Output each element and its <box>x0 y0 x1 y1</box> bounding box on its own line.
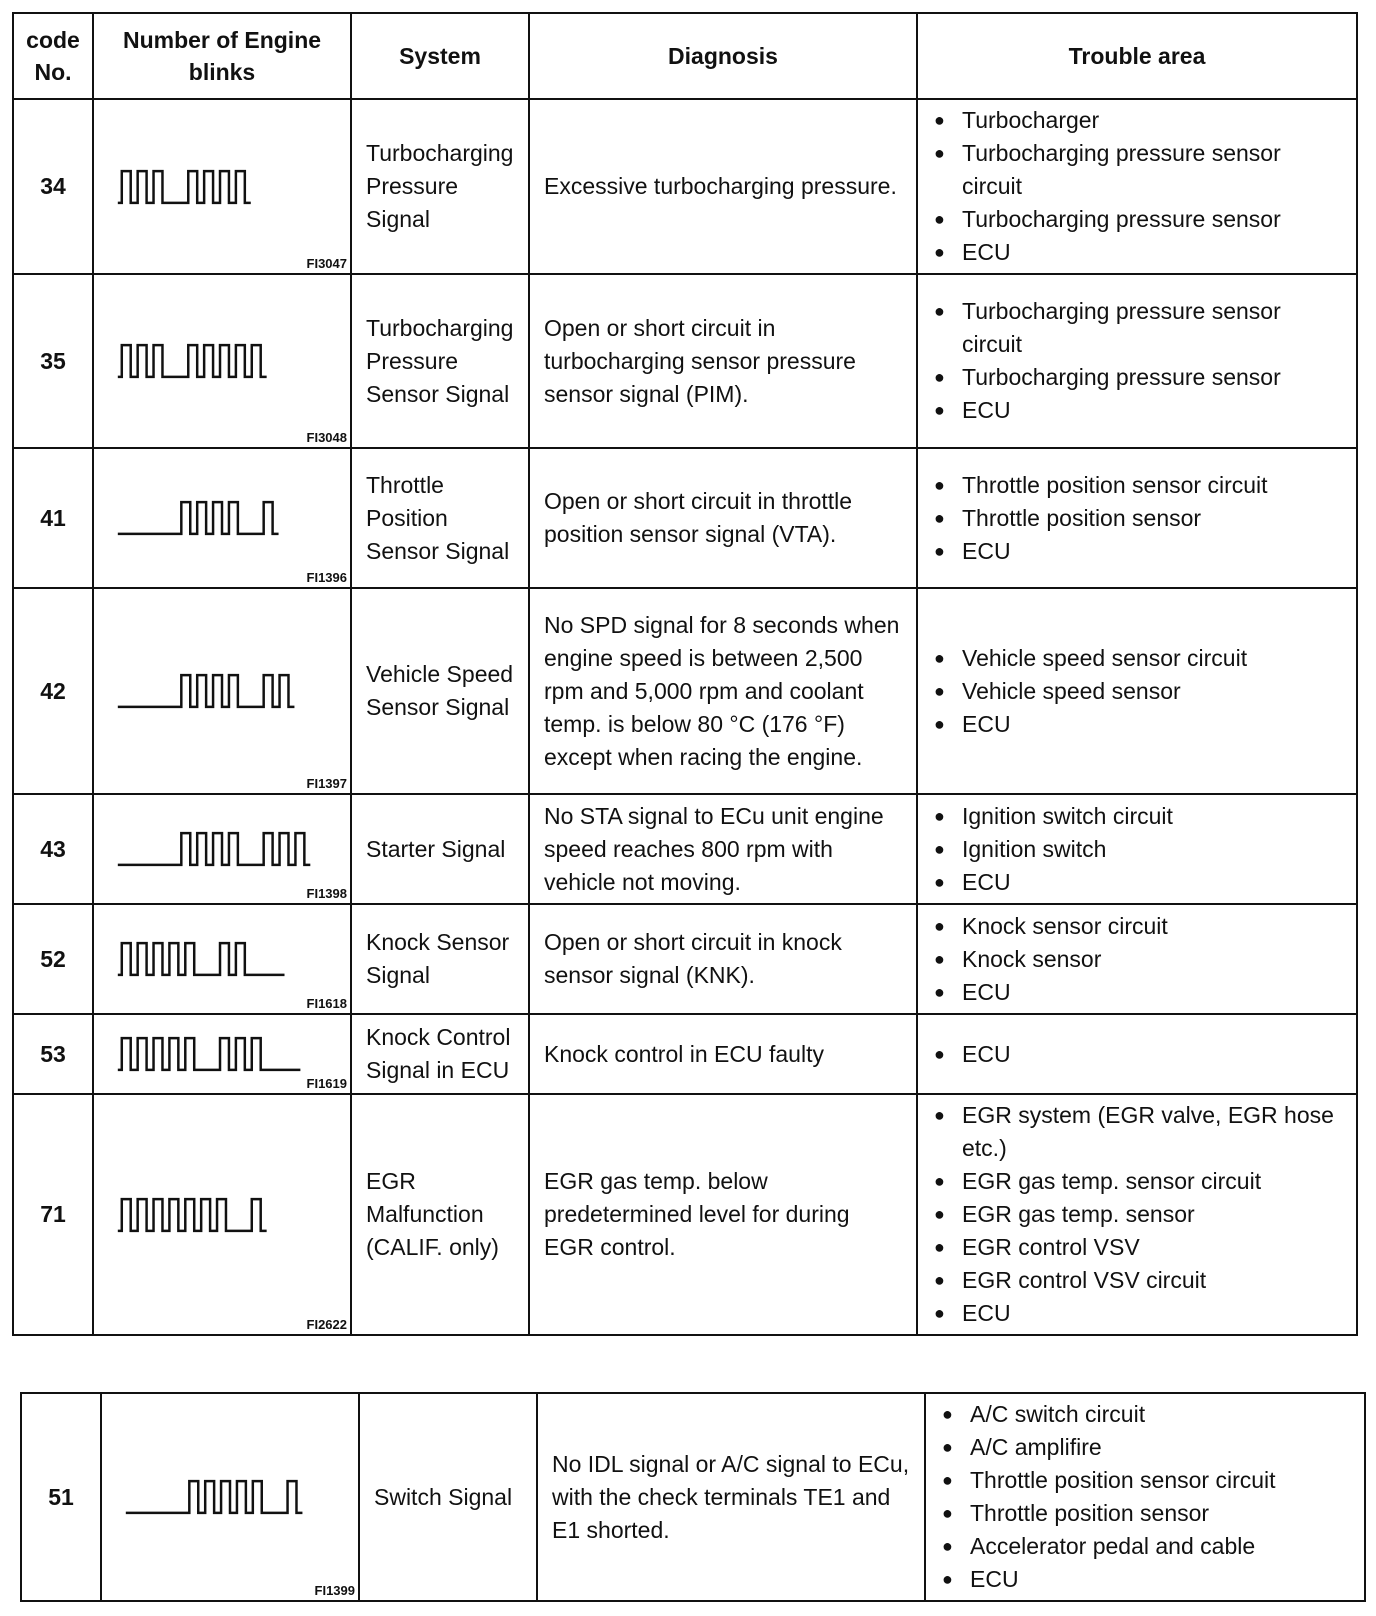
trouble-area <box>917 1014 1357 1094</box>
trouble-list <box>934 800 1346 899</box>
blink-pattern-cell <box>93 1014 351 1094</box>
figure-id: FI1398 <box>306 886 347 901</box>
code-number: 42 <box>13 588 93 794</box>
diagnosis-text: No STA signal to ECu unit engine speed reaches 800 rpm with vehicle not moving. <box>529 794 917 904</box>
trouble-item: ● Throttle position sensor circuit <box>942 1464 1354 1497</box>
code-number: 34 <box>13 99 93 274</box>
figure-id: FI3048 <box>306 430 347 445</box>
trouble-area <box>917 99 1357 274</box>
system-name: Switch Signal <box>359 1393 537 1601</box>
trouble-list <box>934 1099 1346 1330</box>
waveform-line <box>118 1199 267 1231</box>
table-row <box>13 448 1357 588</box>
figure-id: FI1396 <box>306 570 347 585</box>
trouble-item: ● ECU <box>934 236 1346 269</box>
trouble-area <box>917 904 1357 1014</box>
table-row <box>13 794 1357 904</box>
diagnosis-text: Excessive turbocharging pressure. <box>529 99 917 274</box>
waveform-line <box>118 345 267 377</box>
system-name: EGR Malfunction (CALIF. only) <box>351 1094 529 1335</box>
figure-id: FI1619 <box>306 1076 347 1091</box>
trouble-item: ● ECU <box>934 535 1346 568</box>
trouble-item: ● EGR gas temp. sensor <box>934 1198 1346 1231</box>
trouble-item: ● A/C switch circuit <box>942 1398 1354 1431</box>
system-name: Turbocharging Pressure Sensor Signal <box>351 274 529 448</box>
blink-pattern-cell <box>93 274 351 448</box>
waveform-line <box>118 171 251 203</box>
blink-waveform-icon <box>94 102 350 272</box>
trouble-item: ● ECU <box>934 976 1346 1009</box>
trouble-list <box>934 469 1346 568</box>
trouble-area <box>917 274 1357 448</box>
figure-id: FI1397 <box>306 776 347 791</box>
diagnosis-text: No IDL signal or A/C signal to ECu, with the check terminals TE1 and E1 shorted. <box>537 1393 925 1601</box>
trouble-item: ● A/C amplifire <box>942 1431 1354 1464</box>
table-row <box>13 274 1357 448</box>
code-number: 35 <box>13 274 93 448</box>
header-trouble: Trouble area <box>917 13 1357 99</box>
switch-signal-table <box>20 1392 1366 1602</box>
diagnosis-text: Open or short circuit in knock sensor signal (KNK). <box>529 904 917 1014</box>
trouble-item: ● ECU <box>934 1297 1346 1330</box>
figure-id: FI3047 <box>306 256 347 271</box>
trouble-list <box>942 1398 1354 1596</box>
trouble-item: ● EGR control VSV <box>934 1231 1346 1264</box>
blink-waveform-icon <box>94 1097 350 1333</box>
system-name: Knock Control Signal in ECU <box>351 1014 529 1094</box>
diagnosis-text: Open or short circuit in turbocharging sensor pressure sensor signal (PIM). <box>529 274 917 448</box>
trouble-item: ● Vehicle speed sensor <box>934 675 1346 708</box>
trouble-item: ● Turbocharging pressure sensor circuit <box>934 295 1346 361</box>
code-number: 51 <box>21 1393 101 1601</box>
trouble-area <box>917 794 1357 904</box>
diagnosis-text: Open or short circuit in throttle position sensor signal (VTA). <box>529 448 917 588</box>
system-name: Knock Sensor Signal <box>351 904 529 1014</box>
trouble-item: ● Turbocharger <box>934 104 1346 137</box>
header-code: code No. <box>13 13 93 99</box>
blink-pattern-cell <box>101 1393 359 1601</box>
table-row <box>13 904 1357 1014</box>
system-name: Throttle Position Sensor Signal <box>351 448 529 588</box>
code-number: 52 <box>13 904 93 1014</box>
code-number: 43 <box>13 794 93 904</box>
trouble-area <box>917 448 1357 588</box>
blink-pattern-cell <box>93 99 351 274</box>
blink-pattern-cell <box>93 588 351 794</box>
figure-id: FI2622 <box>306 1317 347 1332</box>
trouble-item: ● Throttle position sensor <box>934 502 1346 535</box>
trouble-list <box>934 642 1346 741</box>
trouble-item: ● Throttle position sensor <box>942 1497 1354 1530</box>
diagnosis-text: No SPD signal for 8 seconds when engine speed is between 2,500 rpm and 5,000 rpm and coolant temp. is below 80 °C (176 °F) except when racing the engine. <box>529 588 917 794</box>
trouble-list <box>934 295 1346 427</box>
trouble-item: ● Turbocharging pressure sensor <box>934 361 1346 394</box>
table-row <box>13 1094 1357 1335</box>
blink-pattern-cell <box>93 794 351 904</box>
blink-waveform-icon <box>102 1396 358 1598</box>
trouble-item: ● EGR control VSV circuit <box>934 1264 1346 1297</box>
trouble-item: ● Knock sensor circuit <box>934 910 1346 943</box>
table-row <box>13 588 1357 794</box>
blink-waveform-icon <box>94 590 350 792</box>
blink-waveform-icon <box>94 450 350 586</box>
trouble-item: ● ECU <box>934 866 1346 899</box>
header-row <box>13 13 1357 99</box>
header-blinks: Number of Engine blinks <box>93 13 351 99</box>
trouble-area <box>925 1393 1365 1601</box>
code-number: 53 <box>13 1014 93 1094</box>
figure-id: FI1399 <box>314 1583 355 1598</box>
blink-pattern-cell <box>93 448 351 588</box>
diagnosis-text: EGR gas temp. below predetermined level for during EGR control. <box>529 1094 917 1335</box>
code-number: 71 <box>13 1094 93 1335</box>
trouble-item: ● ECU <box>934 1038 1346 1071</box>
trouble-list <box>934 1038 1346 1071</box>
blink-waveform-icon <box>94 276 350 446</box>
blink-pattern-cell <box>93 1094 351 1335</box>
table-row <box>21 1393 1365 1601</box>
trouble-list <box>934 910 1346 1009</box>
trouble-item: ● Turbocharging pressure sensor <box>934 203 1346 236</box>
waveform-line <box>126 1481 303 1513</box>
diagnosis-text: Knock control in ECU faulty <box>529 1014 917 1094</box>
trouble-item: ● Accelerator pedal and cable <box>942 1530 1354 1563</box>
waveform-line <box>118 943 285 975</box>
waveform-line <box>118 502 279 534</box>
header-diagnosis: Diagnosis <box>529 13 917 99</box>
blink-pattern-cell <box>93 904 351 1014</box>
trouble-item: ● EGR gas temp. sensor circuit <box>934 1165 1346 1198</box>
trouble-item: ● Ignition switch circuit <box>934 800 1346 833</box>
system-name: Starter Signal <box>351 794 529 904</box>
trouble-item: ● Turbocharging pressure sensor circuit <box>934 137 1346 203</box>
table-row <box>13 99 1357 274</box>
trouble-item: ● ECU <box>934 394 1346 427</box>
figure-id: FI1618 <box>306 996 347 1011</box>
trouble-area <box>917 588 1357 794</box>
trouble-list <box>934 104 1346 269</box>
diagnostic-code-table <box>12 12 1358 1336</box>
waveform-line <box>118 1038 301 1070</box>
table-row <box>13 1014 1357 1094</box>
system-name: Vehicle Speed Sensor Signal <box>351 588 529 794</box>
trouble-item: ● ECU <box>934 708 1346 741</box>
trouble-item: ● Vehicle speed sensor circuit <box>934 642 1346 675</box>
waveform-line <box>118 833 310 865</box>
code-number: 41 <box>13 448 93 588</box>
waveform-line <box>118 675 295 707</box>
trouble-item: ● Ignition switch <box>934 833 1346 866</box>
trouble-item: ● Knock sensor <box>934 943 1346 976</box>
trouble-item: ● Throttle position sensor circuit <box>934 469 1346 502</box>
trouble-item: ● EGR system (EGR valve, EGR hose etc.) <box>934 1099 1346 1165</box>
trouble-area <box>917 1094 1357 1335</box>
header-system: System <box>351 13 529 99</box>
trouble-item: ● ECU <box>942 1563 1354 1596</box>
system-name: Turbocharging Pressure Signal <box>351 99 529 274</box>
